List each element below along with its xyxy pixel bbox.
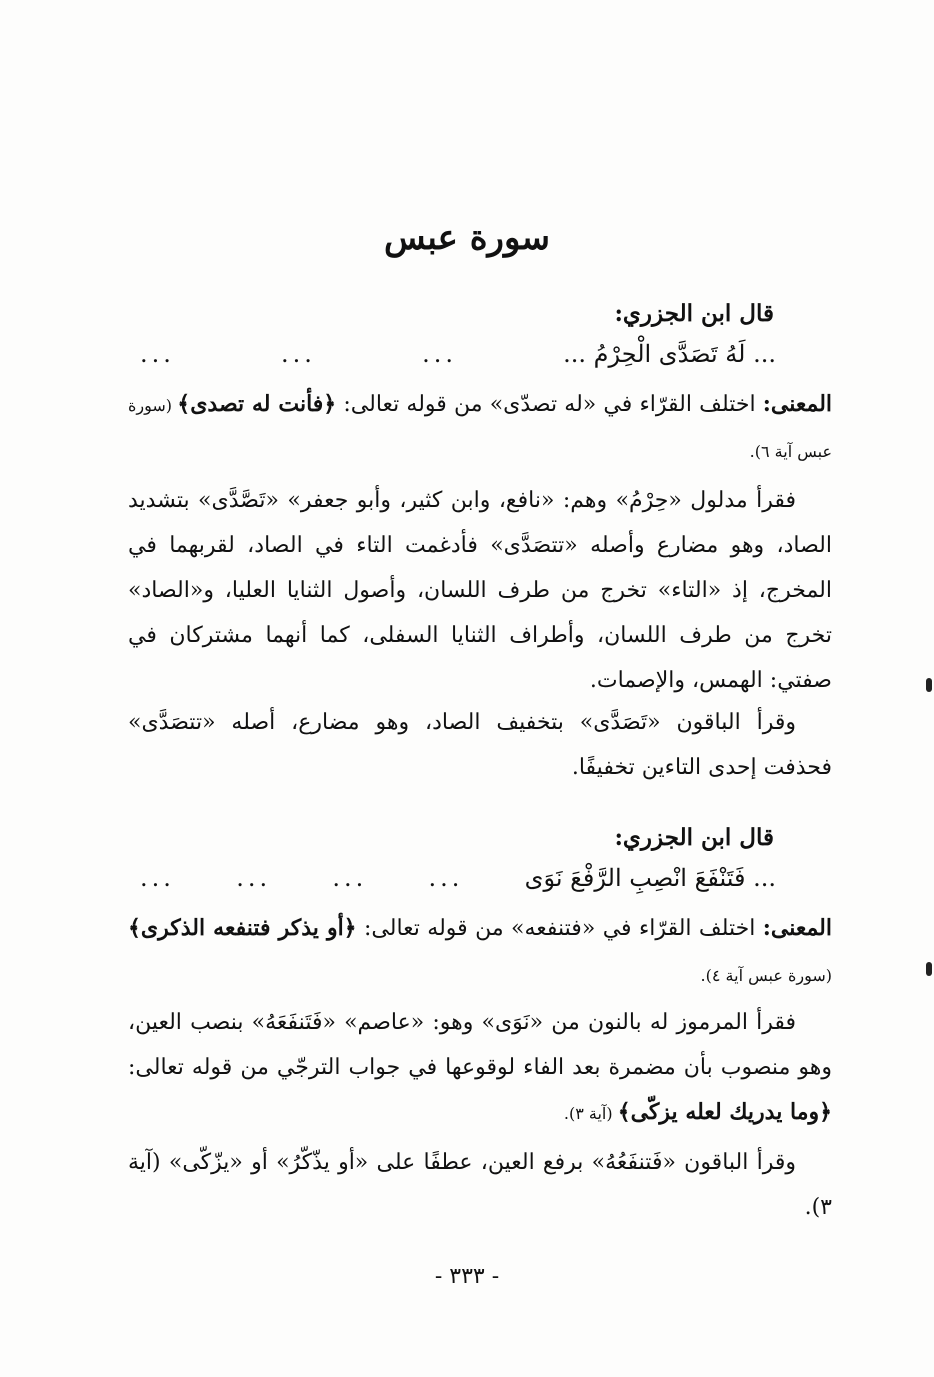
meaning-text: اختلف القرّاء في «له تصدّى» من قوله تعالى: [336, 392, 763, 417]
verse-dots: ... [281, 340, 316, 368]
section1-verse [140, 340, 776, 368]
section2-heading: قال ابن الجزري: [614, 824, 774, 851]
paragraph-content [128, 1000, 832, 1136]
section2-paragraph-1 [128, 1000, 832, 1136]
paragraph-text: فقرأ المرموز له بالنون من «نَوَى» وهو: «عاصم» «فَتَنفَعَهُ» بنصب العين، وهو منصوب بأن مضمرة بعد الفاء لوقوعها في جواب الترجّي من قوله تعالى: [128, 1010, 832, 1080]
verse-dots: ... [236, 864, 272, 892]
meaning-text: اختلف القرّاء في «فتنفعه» من قوله تعالى: [356, 916, 763, 941]
verse-dots: ... [140, 340, 175, 368]
quran-quote: ﴿أو يذكر فتنفعه الذكرى﴾ [128, 915, 357, 941]
quran-quote: ﴿وما يدريك لعله يزكّى﴾ [617, 1099, 832, 1125]
scan-artifact [926, 678, 932, 692]
meaning-label: المعنى: [762, 915, 832, 941]
verse-reference: (سورة عبس آية ٤). [700, 966, 832, 985]
verse-text: ... لَهُ تَصَدَّى الْحِرْمُ ... [563, 340, 776, 368]
paragraph-text: وقرأ الباقون «فَتنفَعُهُ» برفع العين، عطفًا على «أو يذّكّرُ» أو «يزّكّى» (آية ٣). [128, 1150, 832, 1220]
scan-artifact [926, 962, 932, 976]
verse-reference: (آية ٣). [563, 1104, 618, 1123]
section1-heading: قال ابن الجزري: [614, 300, 774, 327]
verse-dots: ... [140, 864, 175, 892]
verse-reference: (سورة عبس آية ٦). [128, 396, 832, 461]
section2-meaning [128, 906, 832, 998]
section2-verse [140, 864, 776, 892]
section1-meaning [128, 382, 832, 474]
section2-paragraph-2 [128, 1140, 832, 1230]
verse-dots: ... [428, 864, 464, 892]
meaning-label: المعنى: [762, 391, 833, 417]
page-number: - ٣٣٣ - [434, 1264, 500, 1289]
verse-dots: ... [332, 864, 368, 892]
section1-paragraph-1 [128, 478, 832, 703]
verse-text: ... فَتَنْفَعَ انْصِبِ الرَّفْعَ نَوَى [524, 864, 776, 892]
verse-dots: ... [422, 340, 457, 368]
paragraph-text: فقرأ مدلول «حِرْمُ» وهم: «نافع، وابن كثير، وأبو جعفر» «تَصَّدَّى» بتشديد الصاد، وهو مضارع وأصله «تتصَدَّى» فأدغمت التاء في الصاد، لقربهما في المخرج، إذ «التاء» تخرج من طرف اللسان، وأصول الثنايا العليا، و«الصاد» تخرج من طرف اللسان، وأطراف الثنايا السفلى، كما أنهما مشتركان في صفتي: الهمس، والإصمات. [128, 488, 832, 693]
quran-quote: ﴿فأنت له تصدى﴾ [177, 391, 337, 417]
section1-paragraph-2 [128, 700, 832, 790]
paragraph-text: وقرأ الباقون «تَصَدَّى» بتخفيف الصاد، وهو مضارع، أصله «تتصَدَّى» فحذفت إحدى التاءين تخفيفًا. [128, 710, 832, 780]
surah-title: سورة عبس [383, 218, 550, 258]
